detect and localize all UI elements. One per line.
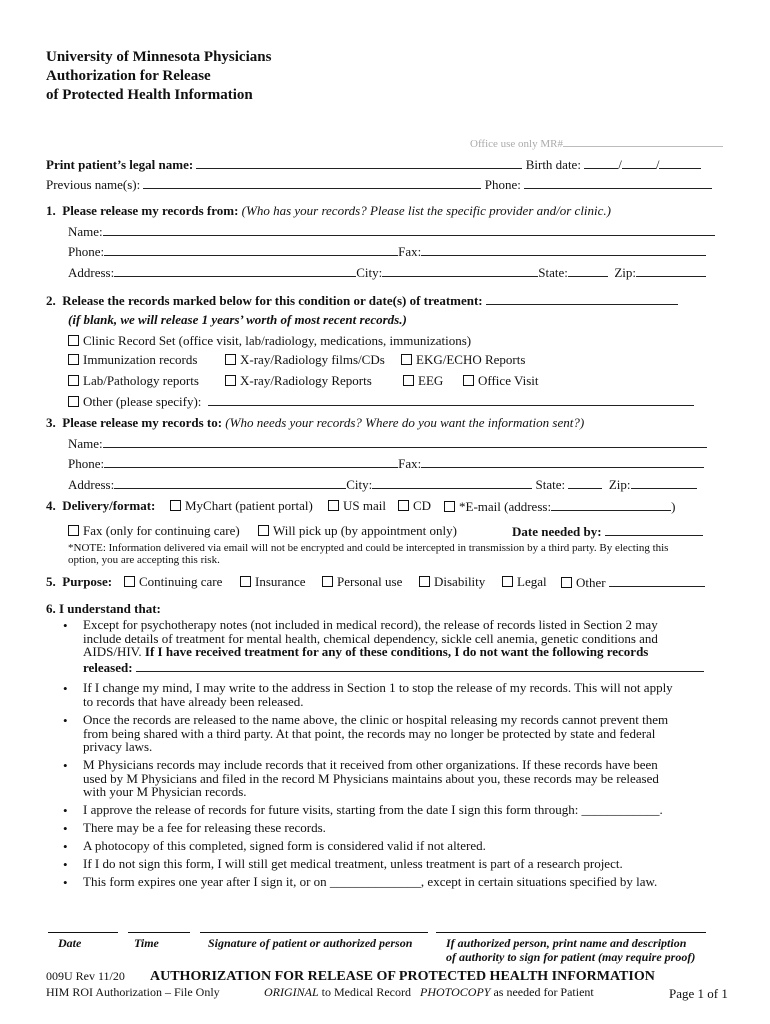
s4-email-field[interactable] — [551, 498, 671, 511]
signature-label: Signature of patient or authorized person — [208, 936, 413, 950]
understand-item-1: Except for psychotherapy notes (not included in medical record), the release of records listed in Section 2 may include details of treatment for mental health, chemical dependency, sickle cell anemia, genetic conditions and AIDS/HIV. If I have received treatment for any of these conditions, I do not want the following records released: — [83, 618, 713, 674]
checkbox-xray-reports[interactable] — [225, 375, 236, 386]
checkbox-office-visit[interactable] — [463, 375, 474, 386]
understand-item-3: Once the records are released to the name above, the clinic or hospital releasing my records cannot prevent them from being shared with a third party. At that point, the records may no longer be protected by state and federal privacy laws. — [83, 712, 669, 755]
s1-fax-field[interactable] — [421, 243, 706, 256]
s2-option-eeg[interactable]: EEG — [403, 373, 443, 389]
understand-item-2: If I change my mind, I may write to the address in Section 1 to stop the release of my records. This will not apply to records that have already been released. — [83, 680, 673, 709]
understand-item-6: There may be a fee for releasing these records. — [83, 820, 326, 835]
s2-option-xray-films[interactable]: X-ray/Radiology films/CDs — [225, 352, 385, 368]
authorized-label-2: of authority to sign for patient (may require proof) — [446, 950, 696, 964]
s2-option-immunization[interactable]: Immunization records — [68, 352, 197, 368]
checkbox-xray-films[interactable] — [225, 354, 236, 365]
bullet-4: • — [63, 758, 68, 773]
s1-city-field[interactable] — [382, 264, 538, 277]
s5-option-legal[interactable]: Legal — [502, 574, 547, 590]
understand-item-7: A photocopy of this completed, signed form is considered valid if not altered. — [83, 838, 486, 853]
date-label: Date — [58, 936, 82, 950]
understand-item-8: If I do not sign this form, I will still get medical treatment, unless treatment is part of a research project. — [83, 856, 623, 871]
s1-state-field[interactable] — [568, 264, 608, 277]
page-number: Page 1 of 1 — [669, 986, 728, 1001]
s2-option-lab[interactable]: Lab/Pathology reports — [68, 373, 199, 389]
authorized-label-1: If authorized person, print name and description — [446, 936, 687, 950]
section-6-heading: 6. I understand that: — [46, 601, 161, 616]
s1-phone-field[interactable] — [104, 243, 398, 256]
checkbox-purpose-other[interactable] — [561, 577, 572, 588]
s3-zip-field[interactable] — [631, 476, 697, 489]
s2-note: (if blank, we will release 1 years’ worth of most recent records.) — [68, 312, 407, 327]
birth-month-field[interactable] — [584, 156, 618, 169]
bullet-5: • — [63, 803, 68, 818]
previous-name-row: Previous name(s): Phone: — [46, 176, 712, 193]
checkbox-lab[interactable] — [68, 375, 79, 386]
checkbox-mychart[interactable] — [170, 500, 181, 511]
s5-option-continuing[interactable]: Continuing care — [124, 574, 222, 590]
checkbox-cd[interactable] — [398, 500, 409, 511]
authorized-person-line[interactable] — [436, 932, 706, 933]
s4-option-cd[interactable]: CD — [398, 498, 431, 514]
s1-name-field[interactable] — [103, 223, 715, 236]
s2-other-field[interactable] — [208, 393, 694, 406]
bullet-6: • — [63, 821, 68, 836]
s1-phone-row: Phone: Fax: — [68, 243, 706, 260]
checkbox-disability[interactable] — [419, 576, 430, 587]
checkbox-ekg[interactable] — [401, 354, 412, 365]
s2-option-xray-reports[interactable]: X-ray/Radiology Reports — [225, 373, 372, 389]
patient-name-field[interactable] — [196, 156, 522, 169]
s3-fax-field[interactable] — [421, 455, 704, 468]
s4-option-mychart[interactable]: MyChart (patient portal) — [170, 498, 313, 514]
checkbox-clinic[interactable] — [68, 335, 79, 346]
date-needed-field[interactable] — [605, 523, 703, 536]
original-label: ORIGINAL to Medical Record — [264, 985, 411, 999]
s1-name-row: Name: — [68, 223, 715, 240]
understand-item-4: M Physicians records may include records that it received from other organizations. If these records have been used by M Physicians and filed in the record M Physicians maintains about you, these records may be released with your M Physician records. — [83, 757, 659, 800]
s5-option-insurance[interactable]: Insurance — [240, 574, 306, 590]
s4-option-email[interactable]: *E-mail (address: ) — [444, 498, 675, 515]
s5-option-disability[interactable]: Disability — [419, 574, 485, 590]
s3-city-field[interactable] — [372, 476, 532, 489]
title-line-1: University of Minnesota Physicians — [46, 49, 272, 65]
office-use-label: Office use only MR# — [470, 134, 723, 151]
birth-day-field[interactable] — [622, 156, 656, 169]
excluded-records-field[interactable] — [136, 659, 704, 672]
checkbox-pickup[interactable] — [258, 525, 269, 536]
title-line-3: of Protected Health Information — [46, 87, 253, 103]
patient-phone-field[interactable] — [524, 176, 712, 189]
checkbox-legal[interactable] — [502, 576, 513, 587]
revision-label: 009U Rev 11/20 — [46, 969, 125, 983]
checkbox-fax[interactable] — [68, 525, 79, 536]
s2-option-clinic[interactable]: Clinic Record Set (office visit, lab/radiology, medications, immunizations) — [68, 333, 471, 349]
s3-state-field[interactable] — [568, 476, 602, 489]
date-line[interactable] — [48, 932, 118, 933]
s3-name-field[interactable] — [103, 435, 707, 448]
patient-name-row: Print patient’s legal name: Birth date: / / — [46, 156, 701, 173]
bullet-3: • — [63, 713, 68, 728]
understand-item-5: I approve the release of records for future visits, starting from the date I sign this form through: ____________. — [83, 802, 663, 817]
checkbox-eeg[interactable] — [403, 375, 414, 386]
checkbox-continuing-care[interactable] — [124, 576, 135, 587]
section-1-heading: 1. Please release my records from: (Who has your records? Please list the specific provider and/or clinic.) — [46, 203, 612, 218]
section-5-heading: 5. Purpose: — [46, 574, 113, 589]
s3-address-field[interactable] — [114, 476, 346, 489]
s4-option-fax[interactable]: Fax (only for continuing care) — [68, 523, 240, 539]
s2-option-other[interactable]: Other (please specify): — [68, 393, 694, 410]
bullet-1: • — [63, 618, 68, 633]
birth-year-field[interactable] — [659, 156, 701, 169]
email-note-line-1: *NOTE: Information delivered via email will not be encrypted and could be intercepted in transmission by a third party. By electing this — [68, 542, 669, 554]
office-use-field[interactable] — [563, 134, 723, 147]
checkbox-email[interactable] — [444, 501, 455, 512]
s5-other-field[interactable] — [609, 574, 705, 587]
time-label: Time — [134, 936, 159, 950]
s1-zip-field[interactable] — [636, 264, 706, 277]
checkbox-insurance[interactable] — [240, 576, 251, 587]
title-line-2: Authorization for Release — [46, 68, 211, 84]
previous-name-field[interactable] — [143, 176, 481, 189]
s3-phone-field[interactable] — [104, 455, 398, 468]
s2-condition-field[interactable] — [486, 292, 678, 305]
section-4-heading: 4. Delivery/format: — [46, 498, 156, 513]
s3-name-row: Name: — [68, 435, 707, 452]
s2-option-ekg[interactable]: EKG/ECHO Reports — [401, 352, 525, 368]
bullet-8: • — [63, 857, 68, 872]
bullet-7: • — [63, 839, 68, 854]
s3-address-row: Address: City: State: Zip: — [68, 476, 697, 493]
s3-phone-row: Phone: Fax: — [68, 455, 704, 472]
photocopy-label: PHOTOCOPY as needed for Patient — [420, 985, 594, 999]
checkbox-immunization[interactable] — [68, 354, 79, 365]
s1-address-field[interactable] — [114, 264, 356, 277]
s1-address-row: Address: City: State: Zip: — [68, 264, 706, 281]
signature-line[interactable] — [200, 932, 428, 933]
understand-item-9: This form expires one year after I sign it, or on ______________, except in certain situations specified by law. — [83, 874, 658, 889]
s5-option-other[interactable]: Other — [561, 574, 705, 591]
section-3-heading: 3. Please release my records to: (Who needs your records? Where do you want the information sent?) — [46, 415, 585, 430]
email-note-line-2: option, you are accepting this risk. — [68, 554, 220, 566]
s5-option-personal[interactable]: Personal use — [322, 574, 402, 590]
s4-option-usmail[interactable]: US mail — [328, 498, 386, 514]
section-2-heading: 2. Release the records marked below for this condition or date(s) of treatment: — [46, 292, 678, 309]
bullet-9: • — [63, 875, 68, 890]
s4-option-pickup[interactable]: Will pick up (by appointment only) — [258, 523, 457, 539]
checkbox-personal-use[interactable] — [322, 576, 333, 587]
time-line[interactable] — [128, 932, 190, 933]
checkbox-other[interactable] — [68, 396, 79, 407]
checkbox-usmail[interactable] — [328, 500, 339, 511]
date-needed-row: Date needed by: — [512, 523, 703, 540]
file-only-label: HIM ROI Authorization – File Only — [46, 985, 220, 999]
bullet-2: • — [63, 681, 68, 696]
s2-option-office-visit[interactable]: Office Visit — [463, 373, 538, 389]
footer-title: AUTHORIZATION FOR RELEASE OF PROTECTED HEALTH INFORMATION — [150, 969, 655, 984]
